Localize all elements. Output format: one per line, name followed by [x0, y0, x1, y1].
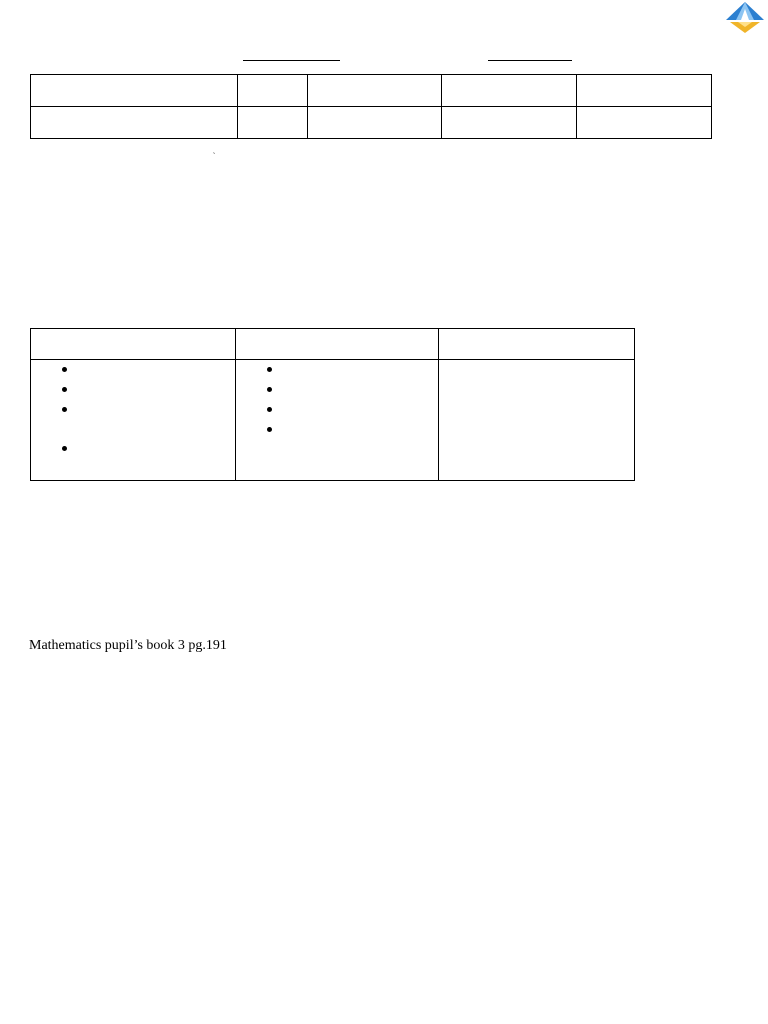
table-cell: [238, 75, 308, 107]
lesson-info-table: [30, 74, 712, 139]
bullet-icon: [267, 407, 272, 412]
bullet-list: [31, 360, 235, 459]
activities-table: [30, 328, 635, 481]
table-row: [31, 75, 712, 107]
pyramid-logo-icon: [724, 0, 766, 36]
name-underline: [243, 60, 340, 61]
table-cell: [31, 107, 238, 139]
table-cell: [308, 75, 442, 107]
table-cell: [308, 107, 442, 139]
table-cell: [577, 107, 712, 139]
date-underline: [488, 60, 572, 61]
bullet-list-cell: [236, 360, 439, 481]
table-cell: [577, 75, 712, 107]
table-cell: [442, 75, 577, 107]
bullet-icon: [267, 387, 272, 392]
bullet-icon: [267, 367, 272, 372]
table-cell: [31, 75, 238, 107]
table-header-row: [31, 329, 635, 360]
bullet-list-cell: [31, 360, 236, 481]
empty-cell: [439, 360, 635, 481]
table-header-cell: [31, 329, 236, 360]
table-cell: [442, 107, 577, 139]
list-item: [31, 380, 235, 400]
bullet-icon: [62, 387, 67, 392]
list-item: [31, 360, 235, 380]
table-cell: [238, 107, 308, 139]
table-row: [31, 107, 712, 139]
table-header-cell: [236, 329, 439, 360]
table-header-cell: [439, 329, 635, 360]
list-item: [31, 420, 235, 459]
table-row: [31, 360, 635, 481]
list-item: [236, 380, 438, 400]
list-item: [31, 400, 235, 420]
bullet-icon: [267, 427, 272, 432]
bullet-icon: [62, 367, 67, 372]
list-item: [236, 420, 438, 440]
book-reference: Mathematics pupil’s book 3 pg.191: [29, 638, 227, 653]
list-item: [236, 400, 438, 420]
bullet-icon: [62, 407, 67, 412]
bullet-icon: [62, 446, 67, 451]
bullet-list: [236, 360, 438, 440]
list-item: [236, 360, 438, 380]
